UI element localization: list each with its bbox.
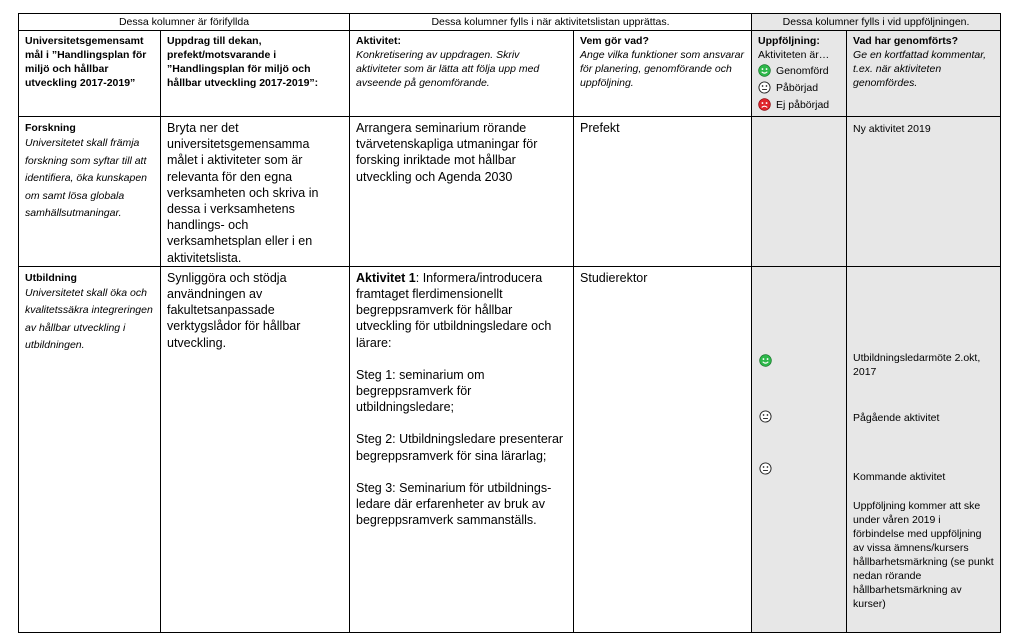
table-row xyxy=(19,117,1001,267)
row2-goal xyxy=(19,266,161,632)
row2-done-2: Pågående aktivitet xyxy=(853,411,940,424)
table-row xyxy=(19,266,1001,632)
header-followup-intro: Aktiviteten är… xyxy=(758,49,830,61)
header-activity xyxy=(350,31,574,117)
legend-done xyxy=(758,62,840,79)
row2-task: Synliggöra och stödja användningen av fakultetsanpassade verktygslådor för hållbar utveckling. xyxy=(161,266,350,632)
row1-goal-title: Forskning xyxy=(25,122,76,134)
header-goal: Universitetsgemensamt mål i ”Handlingsplan för miljö och hållbar utveckling 2017-2019” xyxy=(19,31,161,117)
header-done-desc: Ge en kortfattad kommentar, t.ex. när aktiviteten genomfördes. xyxy=(853,49,987,89)
legend-started xyxy=(758,79,840,96)
row1-task: Bryta ner det universitetsgemensamma målet i aktiviteter som är relevanta för den egna verksamheten och skriva in dessa i verksamhetens handlings- och verksamhetsplan eller i en aktivitetslista. xyxy=(161,117,350,267)
row1-goal-desc: Universitetet skall främja forskning som syftar till att identifiera, öka kunskapen om samt lösa globala samhällsutmaningar. xyxy=(25,137,147,219)
row1-activity: Arrangera seminarium rörande tvärvetenskapliga utmaningar för forsking inriktade mot hållbar utveckling och Agenda 2030 xyxy=(350,117,574,267)
header-who xyxy=(574,31,752,117)
header-done-title: Vad har genomförts? xyxy=(853,35,959,47)
row2-activity-text: : Informera/introducera framtaget flerdimensionellt begreppsramverk för hållbar utveckling för utbildningsledare och lärare: xyxy=(356,270,552,350)
smiley-happy-icon xyxy=(758,64,771,77)
status-done-icon xyxy=(759,354,772,367)
row2-step-2: Steg 2: Utbildningsledare presenterar begreppsramverk för sina lärarlag; xyxy=(356,432,564,463)
smiley-sad-icon xyxy=(758,98,771,111)
header-followup xyxy=(752,31,847,117)
row2-step-3: Steg 3: Seminarium för utbildnings-ledare där erfarenheter av bruk av begreppsramverk sammanställs. xyxy=(356,480,552,528)
header-activity-desc: Konkretisering av uppdragen. Skriv aktiviteter som är lätta att följa upp med avseende på genomförande. xyxy=(356,49,540,89)
group-header-prefilled: Dessa kolumner är förifyllda xyxy=(19,14,350,31)
row1-status xyxy=(752,117,847,267)
row2-done-1: Utbildningsledarmöte 2.okt, 2017 xyxy=(853,351,981,378)
row1-who: Prefekt xyxy=(574,117,752,267)
row2-who: Studierektor xyxy=(574,266,752,632)
header-who-desc: Ange vilka funktioner som ansvarar för planering, genomförande och uppföljning. xyxy=(580,49,745,89)
row2-done-4: Uppföljning kommer att ske under våren 2019 i förbindelse med uppföljning av vissa ämnens/kursers hållbarhetsmärkning (se punkt nedan rörande hållbarhetsmärkning av kurser) xyxy=(853,499,994,610)
row1-done: Ny aktivitet 2019 xyxy=(847,117,1001,267)
legend-done-label: Genomförd xyxy=(776,64,829,77)
legend-started-label: Påbörjad xyxy=(776,81,819,94)
row1-goal xyxy=(19,117,161,267)
row2-status xyxy=(752,266,847,632)
row2-activity-intro xyxy=(356,270,567,351)
row2-activity xyxy=(350,266,574,632)
header-task: Uppdrag till dekan, prefekt/motsvarande i ”Handlingsplan för miljö och hållbar utveckling 2017-2019”: xyxy=(161,31,350,117)
group-header-activity: Dessa kolumner fylls i när aktivitetslistan upprättas. xyxy=(350,14,752,31)
row2-goal-desc: Universitetet skall öka och kvalitetssäkra integreringen av hållbar utveckling i utbildningen. xyxy=(25,286,153,352)
header-activity-title: Aktivitet: xyxy=(356,35,401,47)
legend-not-started-label: Ej påbörjad xyxy=(776,98,830,111)
row2-done-3: Kommande aktivitet xyxy=(853,470,946,483)
legend-not-started xyxy=(758,96,840,113)
activity-table xyxy=(18,13,1001,633)
row2-done xyxy=(847,266,1001,632)
status-started-icon xyxy=(759,462,772,475)
header-followup-title: Uppföljning: xyxy=(758,35,820,47)
row2-goal-title: Utbildning xyxy=(25,271,77,284)
smiley-neutral-icon xyxy=(758,81,771,94)
group-header-followup: Dessa kolumner fylls i vid uppföljningen. xyxy=(752,14,1001,31)
status-started-icon xyxy=(759,410,772,423)
row2-step-1: Steg 1: seminarium om begreppsramverk för utbildningsledare; xyxy=(356,367,485,415)
header-who-title: Vem gör vad? xyxy=(580,35,649,47)
header-done xyxy=(847,31,1001,117)
row2-activity-label: Aktivitet 1 xyxy=(356,270,416,285)
